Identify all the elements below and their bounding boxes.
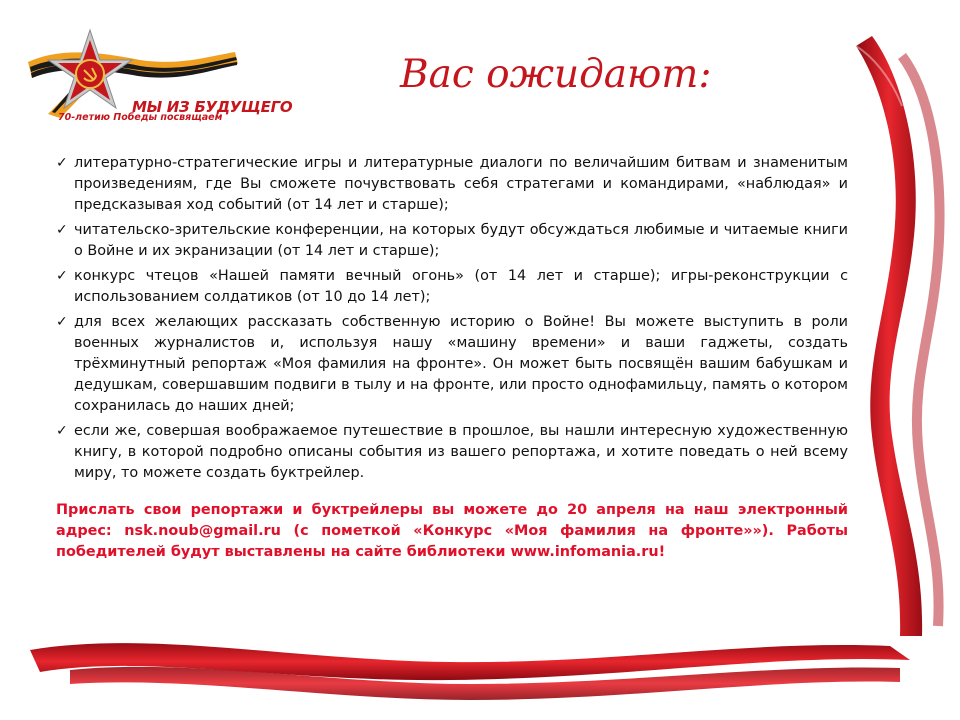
submission-note: Прислать свои репортажи и буктрейлеры вы можете до 20 апреля на наш электронный адрес: nsk.noub@gmail.ru (с пометкой «Конкурс «Моя фамилия на фронте»»). Работы победителей будут выставлены на сайте библиотеки www.infomania.ru! (56, 502, 848, 560)
list-item-text: конкурс чтецов «Нашей памяти вечный огонь» (от 14 лет и старше); игры-реконструкции с использованием солдатиков (от 10 до 14 лет); (74, 268, 848, 305)
list-item (56, 266, 848, 308)
checkmark-icon: ✓ (56, 155, 68, 171)
list-item (56, 421, 848, 484)
logo-title: МЫ ИЗ БУДУЩЕГО (132, 98, 293, 116)
list-item (56, 153, 848, 216)
list-item (56, 220, 848, 262)
list-item (56, 312, 848, 417)
list-item-text: литературно-стратегические игры и литературные диалоги по величайшим битвам и знаменитым произведениям, где Вы сможете почувствовать себя стратегами и командирами, «наблюдая» и предсказывая ход событий (от 14 лет и старше); (74, 155, 848, 213)
checkmark-icon: ✓ (56, 423, 68, 439)
checkmark-icon: ✓ (56, 268, 68, 284)
checkmark-icon: ✓ (56, 314, 68, 330)
ribbon-right (842, 36, 952, 636)
content (56, 153, 848, 563)
list-item-text: для всех желающих рассказать собственную историю о Войне! Вы можете выступить в роли военных журналистов и, используя нашу «машину времени» и ваши гаджеты, создать трёхминутный репортаж «Моя фамилия на фронте». Он может быть посвящён вашим бабушкам и дедушкам, совершавшим подвиги в тылу и на фронте, или просто однофамильцу, память о котором сохранилась до наших дней; (74, 314, 848, 414)
list-item-text: читательско-зрительские конференции, на которых будут обсуждаться любимые и читаемые книги о Войне и их экранизации (от 14 лет и старше); (74, 222, 848, 259)
checkmark-icon: ✓ (56, 222, 68, 238)
logo-subtitle: 70-летию Победы посвящаем (58, 112, 223, 123)
list-item-text: если же, совершая воображаемое путешествие в прошлое, вы нашли интересную художественную книгу, в которой подробно описаны события из вашего репортажа, и хотите поведать о ней всему миру, то можете создать буктрейлер. (74, 423, 848, 481)
ribbon-bottom (30, 620, 920, 710)
page-title: Вас ожидают: (400, 52, 712, 97)
